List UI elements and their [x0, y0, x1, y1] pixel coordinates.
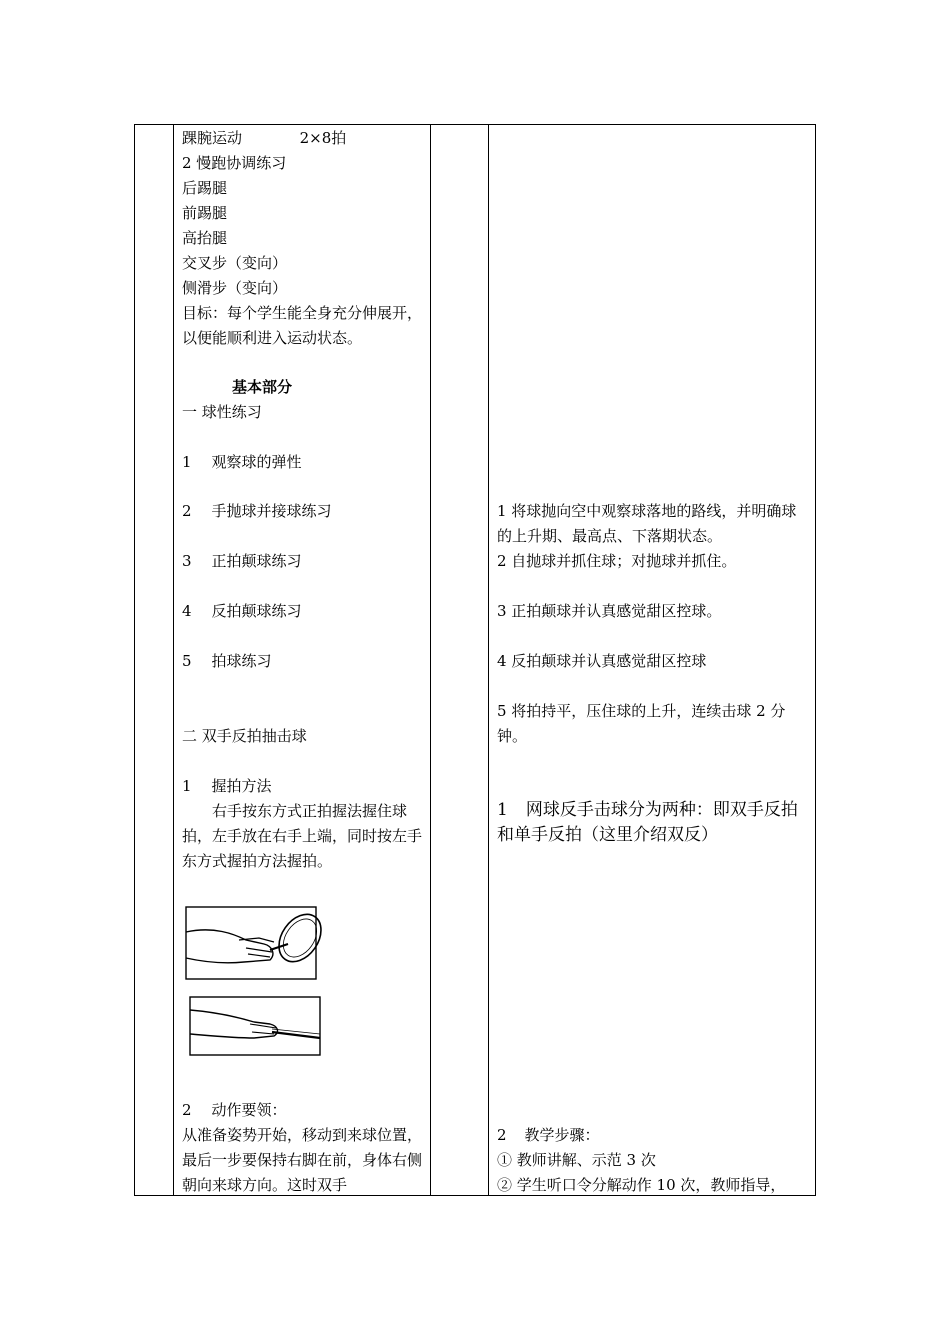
drill-item: 3 正拍颠球练习 — [182, 552, 302, 570]
action-description: 从准备姿势开始，移动到来球位置，最后一步要保持右脚在前，身体右侧朝向来球方向。这时双手 — [182, 1126, 423, 1194]
drill-item: 2 手抛球并接球练习 — [182, 502, 332, 520]
drill-item: 4 反拍颠球练习 — [182, 602, 302, 620]
warmup-item: 交叉步（变向） — [182, 254, 288, 272]
section-ball-practice: 一 球性练习 — [182, 403, 262, 421]
table-border-1 — [134, 124, 135, 1196]
grip-heading: 1 握拍方法 — [182, 777, 272, 795]
warmup-item: 侧滑步（变向） — [182, 279, 288, 297]
note-item: 4 反拍颠球并认真感觉甜区控球 — [497, 652, 707, 670]
teaching-steps-heading: 2 教学步骤： — [497, 1126, 600, 1144]
note-item: 3 正拍颠球并认真感觉甜区控球。 — [497, 602, 722, 620]
section-backhand: 二 双手反拍抽击球 — [182, 727, 307, 745]
ankle-exercise: 踝腕运动 — [182, 129, 243, 147]
warmup-item: 前踢腿 — [182, 204, 228, 222]
action-heading: 2 动作要领： — [182, 1101, 287, 1119]
table-top-border — [134, 124, 815, 125]
note-item: 1 将球抛向空中观察球落地的路线，并明确球的上升期、最高点、下落期状态。 — [497, 502, 797, 545]
table-border-2 — [173, 124, 174, 1196]
table-border-3 — [430, 124, 431, 1196]
note-item: 5 将拍持平，压住球的上升，连续击球 2 分钟。 — [497, 702, 786, 745]
warmup-item: 后踢腿 — [182, 179, 228, 197]
warmup-item: 高抬腿 — [182, 229, 228, 247]
jog-drill: 2 慢跑协调练习 — [182, 154, 287, 172]
teaching-step: ① 教师讲解、示范 3 次 — [497, 1151, 656, 1169]
note-item: 2 自抛球并抓住球；对抛球并抓住。 — [497, 552, 737, 570]
table-border-4 — [488, 124, 489, 1196]
backhand-note: 1 网球反手击球分为两种：即双手反拍和单手反拍（这里介绍双反） — [497, 800, 798, 845]
grip-illustration-racket-head — [184, 904, 322, 982]
grip-illustration-handle — [184, 994, 324, 1060]
drill-item: 1 观察球的弹性 — [182, 453, 302, 471]
table-border-5 — [815, 124, 816, 1196]
basic-part-heading: 基本部分 — [232, 378, 293, 396]
drill-item: 5 拍球练习 — [182, 652, 272, 670]
teaching-step: ② 学生听口令分解动作 10 次，教师指导， — [497, 1176, 786, 1194]
ankle-count: 2×8拍 — [299, 129, 347, 147]
warmup-goal: 目标：每个学生能全身充分伸展开，以便能顺利进入运动状态。 — [182, 304, 423, 347]
grip-description: 右手按东方式正拍握法握住球拍，左手放在右手上端，同时按左手东方式握拍方法握拍。 — [182, 802, 423, 870]
